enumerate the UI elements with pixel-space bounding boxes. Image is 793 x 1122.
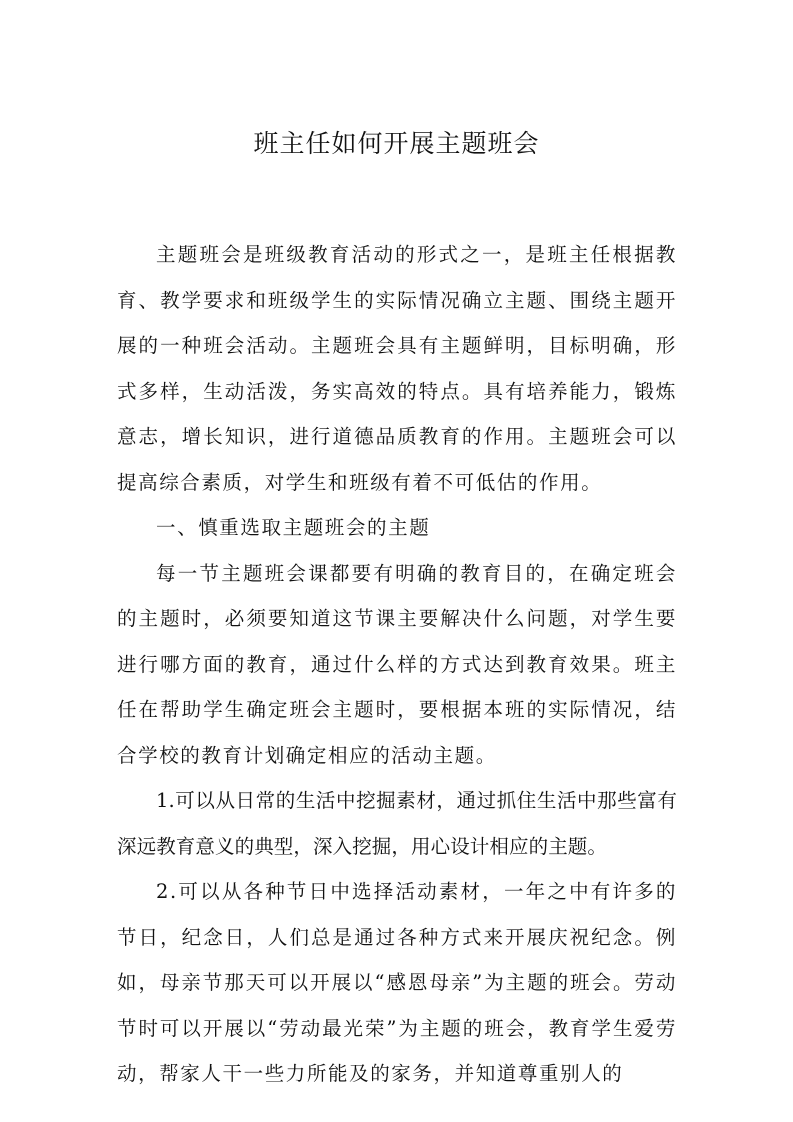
paragraph-intro: 主题班会是班级教育活动的形式之一，是班主任根据教育、教学要求和班级学生的实际情况确立主题、围绕主题开展的一种班会活动。主题班会具有主题鲜明，目标明确，形式多样，生动活泼，务实高效的特点。具有培养能力，锻炼意志，增长知识，进行道德品质教育的作用。主题班会可以提高综合素质，对学生和班级有着不可低估的作用。 xyxy=(117,243,677,494)
document-body xyxy=(117,232,677,1097)
list-item-2: 2.可以从各种节日中选择活动素材，一年之中有许多的节日，纪念日，人们总是通过各种方式来开展庆祝纪念。例如，母亲节那天可以开展以“感恩母亲”为主题的班会。劳动节时可以开展以“劳动最光荣”为主题的班会，教育学生爱劳动，帮家人干一些力所能及的家务，并知道尊重别人的 xyxy=(117,880,677,1085)
paragraph-section-1: 每一节主题班会课都要有明确的教育目的，在确定班会的主题时，必须要知道这节课主要解决什么问题，对学生要进行哪方面的教育，通过什么样的方式达到教育效果。班主任在帮助学生确定班会主题时，要根据本班的实际情况，结合学校的教育计划确定相应的活动主题。 xyxy=(117,561,677,767)
section-heading-1: 一、慎重选取主题班会的主题 xyxy=(156,516,431,539)
list-item-1: 1.可以从日常的生活中挖掘素材，通过抓住生活中那些富有深远教育意义的典型，深入挖掘，用心设计相应的主题。 xyxy=(117,789,677,858)
document-title: 班主任如何开展主题班会 xyxy=(253,129,540,158)
